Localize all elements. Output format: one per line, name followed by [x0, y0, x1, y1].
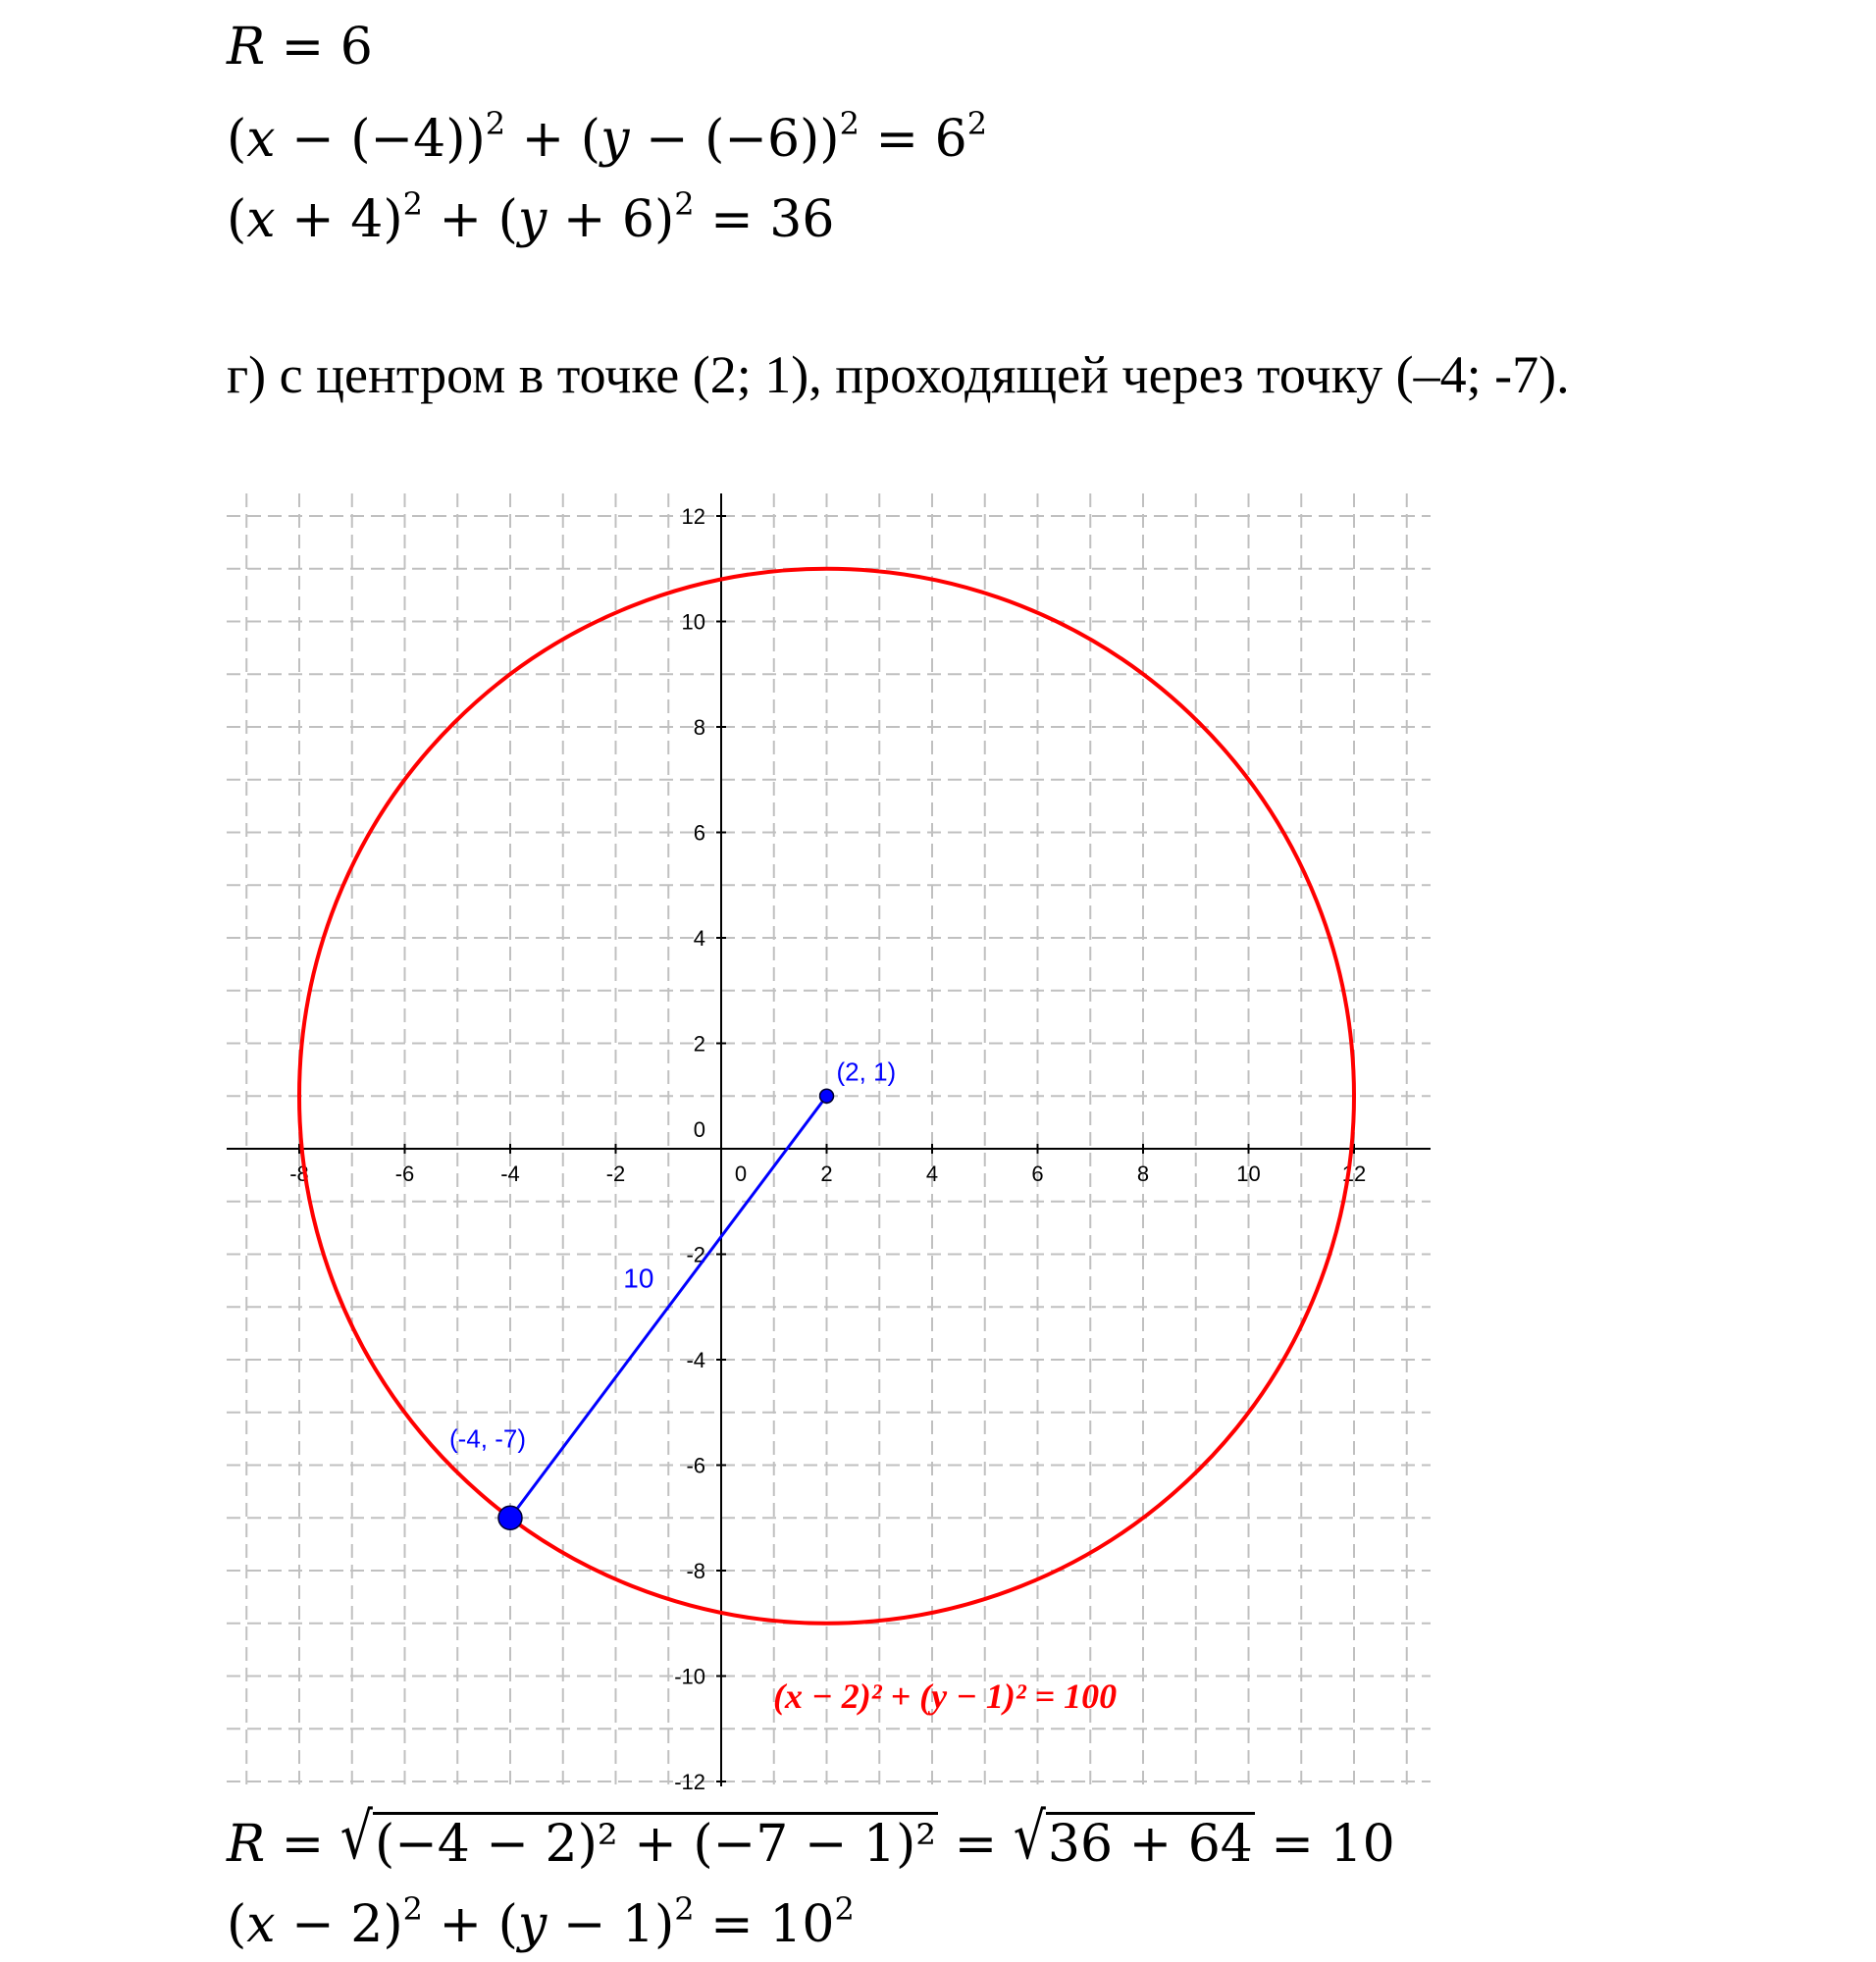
task-text: г) с центром в точке (2; 1), проходящей через точку (–4; -7). — [227, 345, 1570, 404]
x-tick-label: 8 — [1136, 1162, 1150, 1186]
r-value: 6 — [339, 18, 373, 77]
final-equation: $(x - 2)^2 + (y - 1)^2 = 10^2$ — [227, 1890, 855, 1954]
x-tick-label: 4 — [925, 1162, 939, 1186]
segment-length-label: 10 — [623, 1263, 654, 1294]
y-tick-label: 0 — [693, 1117, 705, 1142]
point — [498, 1506, 522, 1529]
x-tick-label: -4 — [500, 1162, 520, 1186]
y-tick-label: -10 — [674, 1664, 705, 1689]
x-tick-label: 10 — [1236, 1162, 1261, 1186]
grid — [227, 493, 1431, 1786]
y-tick-label: 2 — [693, 1031, 705, 1057]
y-tick-label: -12 — [674, 1770, 705, 1794]
x-tick-label: 12 — [1341, 1162, 1367, 1186]
y-tick-label: -6 — [686, 1453, 705, 1478]
circle-equation-label: (x − 2)² + (y − 1)² = 100 — [773, 1677, 1118, 1716]
sqrt-1: √(−4 − 2)² + (−7 − 1)² — [339, 1800, 937, 1874]
x-tick-label: -2 — [605, 1162, 626, 1186]
circle-equation-2: $(x + 4)^2 + (y + 6)^2 = 36$ — [227, 185, 835, 249]
point-label: (2, 1) — [836, 1057, 897, 1087]
x-tick-label: -8 — [289, 1162, 309, 1186]
circle-equation-1: $(x - (-4))^2 + (y - (-6))^2 = 6^2$ — [227, 105, 988, 169]
r-symbol: R — [227, 18, 266, 77]
radius-computation: R = √(−4 − 2)² + (−7 − 1)² = √36 + 64 = 10 — [227, 1800, 1395, 1874]
r-symbol-2: R — [227, 1815, 266, 1874]
point — [820, 1089, 834, 1103]
r-eq: = — [265, 18, 340, 77]
x-tick-label: 6 — [1031, 1162, 1044, 1186]
x-tick-label: -6 — [394, 1162, 415, 1186]
y-tick-label: -2 — [686, 1242, 705, 1267]
y-tick-label: 6 — [693, 820, 705, 846]
y-tick-label: -4 — [686, 1348, 705, 1372]
axes — [227, 493, 1431, 1786]
y-tick-label: 12 — [681, 504, 705, 529]
sqrt-2: √36 + 64 — [1013, 1800, 1253, 1874]
x-tick-label: 2 — [820, 1162, 833, 1186]
y-tick-label: 8 — [693, 715, 705, 740]
point-label: (-4, -7) — [449, 1423, 526, 1454]
y-tick-label: -8 — [686, 1559, 705, 1583]
y-tick-label: 10 — [681, 609, 705, 635]
y-tick-label: 4 — [693, 926, 705, 951]
x-tick-label: 0 — [734, 1162, 748, 1186]
